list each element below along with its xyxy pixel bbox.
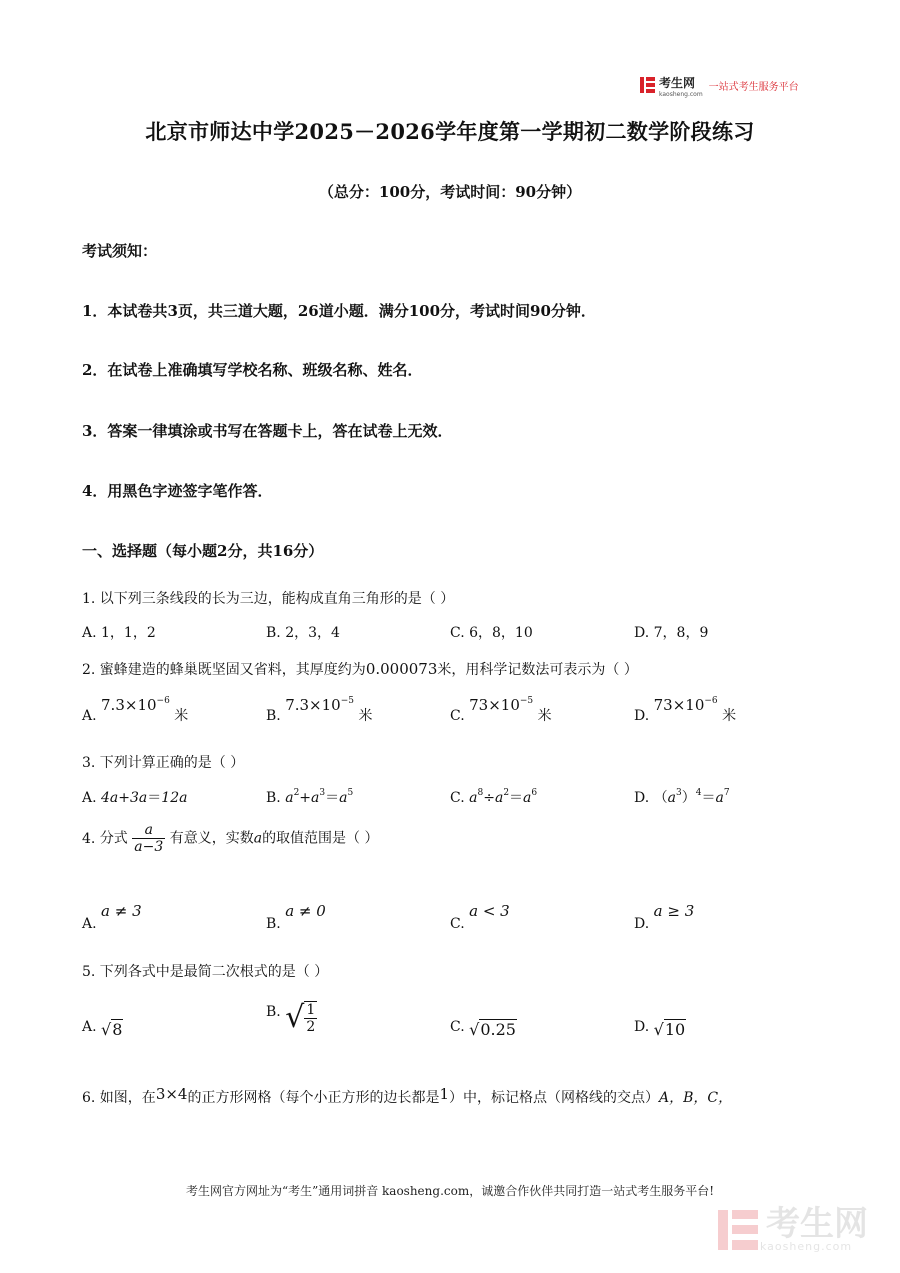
q4-option-expr: a ≠ 0 [285, 902, 326, 920]
radicand: 0.25 [480, 1020, 516, 1039]
option-label: D. [634, 916, 650, 932]
option-label: C. [450, 790, 465, 806]
kaosheng-logo-icon [638, 76, 656, 94]
q2-stem-part: 米，用科学记数法可表示为（ ） [437, 662, 638, 678]
q2-exp: −6 [704, 696, 718, 706]
logo-name: 考生网 [659, 76, 696, 90]
option-label: A. [82, 1019, 97, 1035]
q4-option-b [266, 902, 326, 932]
q4-number: 4. [82, 830, 96, 847]
section-heading: 一、选择题（每小题2分，共16分） [82, 542, 324, 560]
q3-option-c: C. $a^8\div a^2=a^6$ [450, 788, 538, 806]
q4-fraction [132, 822, 165, 855]
frac-denominator: 2 [306, 1018, 316, 1035]
radicand: 10 [664, 1020, 686, 1039]
q3-option-b: B. $a^2+a^3=a^5$ [266, 788, 354, 806]
sqrt-half: √ [285, 1000, 305, 1035]
header-logo [638, 74, 799, 96]
q4-option-expr: a ≠ 3 [101, 902, 142, 920]
q2-option-a [82, 695, 189, 724]
notice-item: 1．本试卷共3页，共三道大题，26道小题．满分100分，考试时间90分钟． [82, 302, 596, 320]
q6-points: A，B，C， [659, 1090, 733, 1106]
q2-coef: 73×10 [653, 696, 705, 714]
q2-coef: 7.3×10 [101, 696, 157, 714]
notice-item: 4．用黑色字迹签字笔作答． [82, 482, 273, 500]
q6-stem-part: 的正方形网格（每个小正方形的边长都是 [187, 1090, 440, 1106]
question-1-stem: 1. 以下列三条线段的长为三边，能构成直角三角形的是（ ） [82, 591, 455, 607]
q4-stem-part: 分式 [99, 830, 128, 847]
q2-option-c [450, 695, 552, 724]
q4-option-expr: a < 3 [469, 902, 510, 920]
sqrt-10: √10 [653, 1020, 686, 1039]
q1-option-c: C. 6，8，10 [450, 625, 533, 641]
question-5-stem: 5. 下列各式中是最简二次根式的是（ ） [82, 964, 329, 980]
sqrt-8: √8 [101, 1020, 123, 1039]
q2-unit: 米 [537, 708, 552, 724]
q4-stem-part: 的取值范围是（ ） [262, 830, 379, 847]
sqrt-025: √0.25 [469, 1020, 516, 1039]
q5-option-b [266, 1000, 317, 1035]
option-label: C. [450, 916, 465, 932]
q2-unit: 米 [358, 708, 373, 724]
q5-option-d [634, 1016, 686, 1039]
q3-option-d: D. $(a^3)^4=a^7$ [634, 788, 730, 806]
watermark-logo [716, 1204, 868, 1253]
q1-option-a: A. 1，1，2 [82, 625, 156, 641]
q4-stem-part: 有意义，实数 [169, 830, 254, 847]
notice-heading: 考试须知： [82, 242, 158, 260]
q6-stem-part: 6. 如图，在 [82, 1090, 156, 1106]
q2-unit: 米 [722, 708, 737, 724]
q2-exp: −5 [519, 696, 534, 706]
kaosheng-watermark-icon [716, 1208, 760, 1252]
option-label: D. [634, 790, 650, 806]
frac-numerator: 1 [306, 1001, 316, 1018]
q3-option-a: A. 4a+3a＝12a [82, 790, 188, 806]
logo-domain: kaosheng.com [659, 91, 703, 98]
q2-option-d [634, 695, 737, 724]
q6-stem-part: ）中，标记格点（网格线的交点） [449, 1090, 660, 1106]
q2-coef: 73×10 [469, 696, 520, 714]
q2-option-b [266, 695, 373, 724]
q4-variable: a [253, 830, 263, 847]
option-label: B. [266, 708, 281, 724]
q2-number: 0.000073 [365, 660, 438, 678]
q2-unit: 米 [174, 708, 189, 724]
q4-frac-numerator: a [132, 822, 165, 839]
half-fraction [304, 1001, 317, 1035]
option-label: B. [266, 916, 281, 932]
q4-option-c [450, 902, 510, 932]
question-6-stem [82, 1087, 732, 1107]
q2-exp: −6 [156, 696, 170, 706]
q4-option-a [82, 902, 142, 932]
question-4-stem [82, 822, 379, 855]
option-label: D. [634, 1019, 650, 1035]
watermark-domain: kaosheng.com [760, 1240, 853, 1253]
q5-option-c [450, 1016, 517, 1039]
page-title: 北京市师达中学2025－2026学年度第一学期初二数学阶段练习 [145, 119, 755, 144]
logo-slogan: 一站式考生服务平台 [708, 81, 799, 93]
q4-option-expr: a ≥ 3 [653, 902, 695, 920]
option-label: B. [266, 1003, 281, 1020]
q4-frac-denominator: a−3 [134, 839, 164, 855]
option-label: C. [450, 708, 465, 724]
radicand: 8 [112, 1020, 123, 1039]
q1-option-b: B. 2，3，4 [266, 625, 340, 641]
question-3-stem: 3. 下列计算正确的是（ ） [82, 755, 245, 771]
option-label: A. [82, 790, 97, 806]
q6-grid-size: 3×4 [155, 1085, 188, 1103]
option-label: D. [634, 708, 650, 724]
q2-stem-part: 2. 蜜蜂建造的蜂巢既坚固又省料，其厚度约为 [82, 662, 366, 678]
notice-item: 2．在试卷上准确填写学校名称、班级名称、姓名． [82, 361, 423, 379]
q1-option-d: D. 7，8，9 [634, 625, 709, 641]
option-label: A. [82, 708, 97, 724]
q2-coef: 7.3×10 [285, 696, 341, 714]
page-subtitle: （总分：100分，考试时间：90分钟） [318, 183, 582, 201]
footer-text: 考生网官方网址为“考生”通用词拼音 kaosheng.com，诚邀合作伙伴共同打造一站式考生服务平台! [185, 1184, 715, 1198]
notice-item: 3．答案一律填涂或书写在答题卡上，答在试卷上无效． [82, 422, 453, 440]
q5-option-a [82, 1016, 123, 1039]
option-label: C. [450, 1019, 465, 1035]
question-2-stem [82, 659, 638, 679]
q6-one: 1 [439, 1085, 450, 1103]
watermark-name: 考生网 [766, 1204, 868, 1244]
q4-option-d [634, 902, 695, 932]
option-label: B. [266, 790, 281, 806]
q2-exp: −5 [340, 696, 354, 706]
option-label: A. [82, 916, 97, 932]
